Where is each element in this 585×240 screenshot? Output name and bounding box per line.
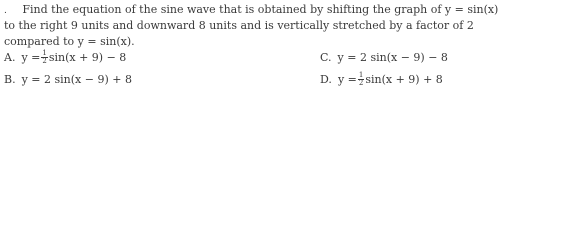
option-a-expr: sin(x + 9) − 8 bbox=[48, 51, 127, 64]
option-d-fraction bbox=[358, 72, 364, 87]
option-b[interactable] bbox=[4, 72, 132, 88]
option-a[interactable] bbox=[4, 50, 126, 66]
question-line-1 bbox=[4, 2, 498, 19]
option-a-frac-den: 2 bbox=[42, 56, 47, 65]
option-a-frac-num: 1 bbox=[42, 48, 47, 57]
option-c-letter: C. bbox=[320, 51, 332, 64]
option-d-frac-num: 1 bbox=[358, 70, 364, 79]
option-a-fraction bbox=[41, 50, 47, 65]
question-line-2: to the right 9 units and downward 8 units and is vertically stretched by a factor of 2 bbox=[4, 19, 474, 32]
option-d-frac-den: 2 bbox=[358, 78, 364, 87]
option-a-letter: A. bbox=[4, 51, 16, 64]
option-c[interactable] bbox=[320, 50, 448, 66]
option-d-prefix: y = bbox=[337, 73, 357, 86]
option-b-expr: y = 2 sin(x − 9) + 8 bbox=[21, 73, 132, 86]
option-a-prefix: y = bbox=[21, 51, 41, 64]
option-b-letter: B. bbox=[4, 73, 16, 86]
option-d-letter: D. bbox=[320, 73, 332, 86]
question-marker: . bbox=[4, 6, 7, 16]
option-d[interactable] bbox=[320, 72, 443, 88]
question-line-3: compared to y = sin(x). bbox=[4, 35, 135, 48]
question-line-1-text: Find the equation of the sine wave that is obtained by shifting the graph of y = sin(x) bbox=[22, 3, 499, 16]
option-d-expr: sin(x + 9) + 8 bbox=[365, 73, 443, 86]
option-c-expr: y = 2 sin(x − 9) − 8 bbox=[337, 51, 448, 64]
